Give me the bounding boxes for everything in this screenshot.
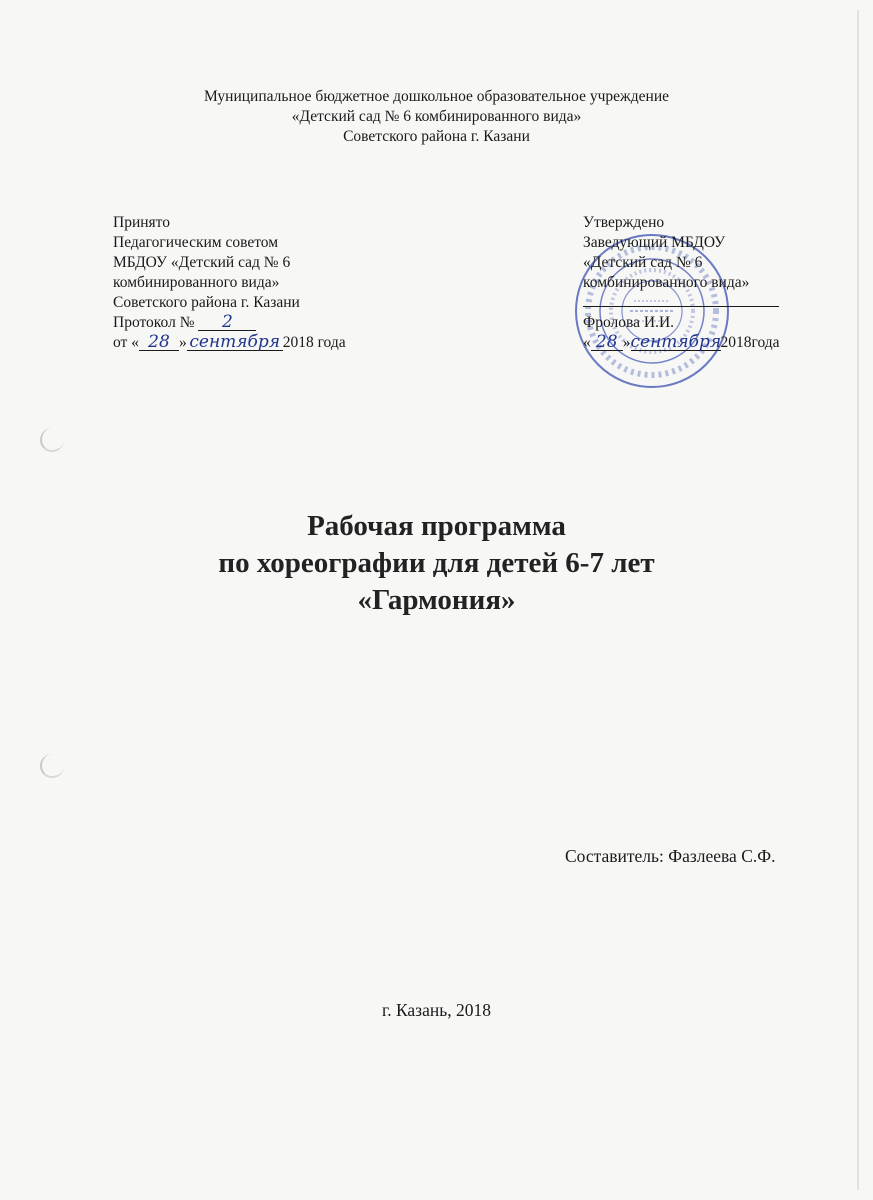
approved-month: сентября bbox=[630, 332, 722, 352]
accepted-year: 2018 года bbox=[282, 334, 346, 351]
accepted-line-3: МБДОУ «Детский сад № 6 bbox=[113, 254, 291, 271]
accepted-date-prefix: от « bbox=[113, 334, 139, 351]
approved-year: 2018года bbox=[720, 334, 780, 351]
approved-line-1: Утверждено bbox=[583, 214, 665, 231]
approved-day-close: » bbox=[622, 334, 631, 351]
accepted-line-1: Принято bbox=[113, 214, 170, 231]
header-line-2: «Детский сад № 6 комбинированного вида» bbox=[291, 108, 582, 125]
accepted-day-close: » bbox=[178, 334, 187, 351]
protocol-line bbox=[113, 313, 346, 333]
approved-line-3: «Детский сад № 6 bbox=[583, 254, 703, 271]
approved-line-2: Заведующий МБДОУ bbox=[583, 234, 726, 251]
punch-hole-bottom bbox=[40, 754, 64, 778]
accepted-line-4: комбинированного вида» bbox=[113, 274, 280, 291]
approved-date-line bbox=[583, 333, 780, 353]
title-line-1: Рабочая программа bbox=[307, 510, 566, 542]
header-line-1: Муниципальное бюджетное дошкольное образовательное учреждение bbox=[204, 88, 669, 105]
place-year: г. Казань, 2018 bbox=[382, 1000, 491, 1020]
accepted-block bbox=[113, 213, 346, 353]
protocol-number: 2 bbox=[198, 314, 256, 331]
accepted-line-2: Педагогическим советом bbox=[113, 234, 279, 251]
accepted-month: сентября bbox=[187, 334, 283, 351]
approved-line-4: комбинированного вида» bbox=[583, 274, 750, 291]
accepted-date-line bbox=[113, 333, 346, 353]
punch-hole-top bbox=[40, 428, 64, 452]
signature-line bbox=[583, 293, 780, 313]
compiler-label: Составитель: Фазлеева С.Ф. bbox=[565, 846, 776, 866]
approved-day: 28 bbox=[591, 334, 623, 351]
accepted-line-5: Советского района г. Казани bbox=[113, 294, 300, 311]
header-line-3: Советского района г. Казани bbox=[343, 128, 530, 145]
institution-header bbox=[0, 87, 873, 147]
title-line-3: «Гармония» bbox=[357, 584, 516, 616]
accepted-day: 28 bbox=[139, 334, 179, 351]
approved-name: Фролова И.И. bbox=[583, 314, 675, 331]
program-title bbox=[0, 508, 873, 619]
title-line-2: по хореографии для детей 6-7 лет bbox=[218, 547, 655, 579]
approved-date-prefix: « bbox=[583, 334, 591, 351]
protocol-label: Протокол № bbox=[113, 314, 195, 331]
approved-block bbox=[583, 213, 780, 353]
